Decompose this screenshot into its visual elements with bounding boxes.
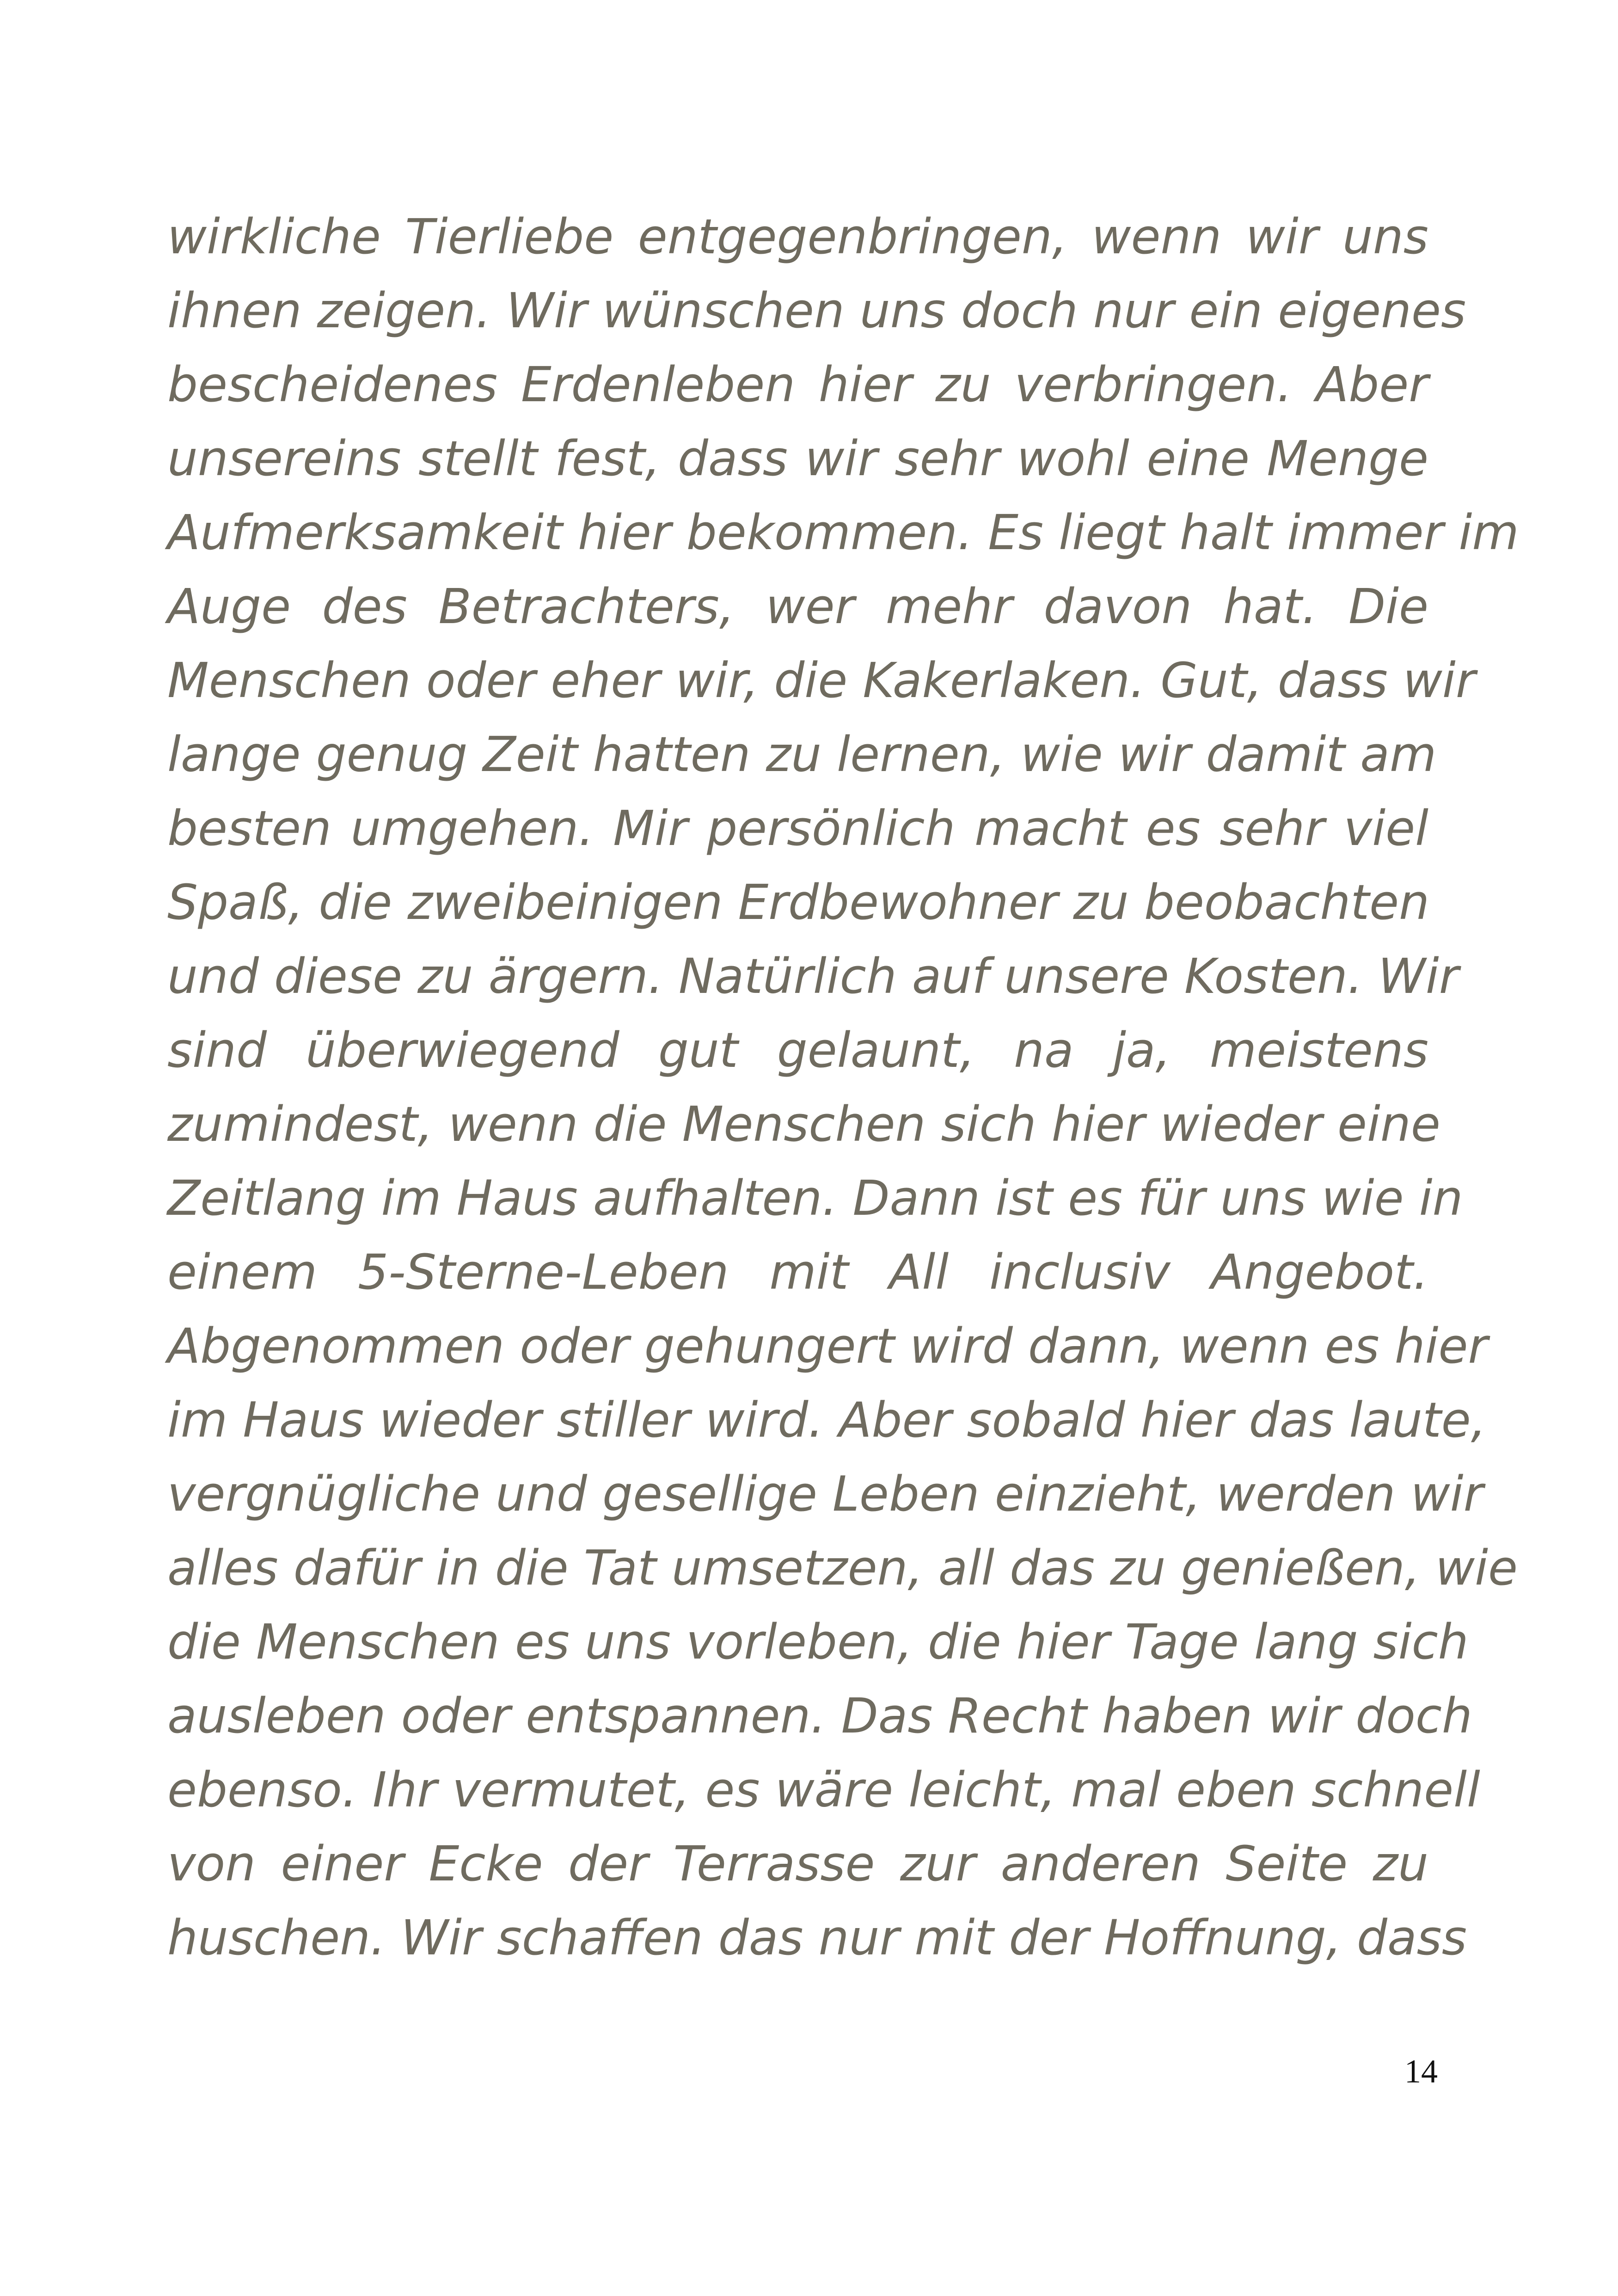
text-line: huschen. Wir schaffen das nur mit der Hoffnung, dass [167, 1910, 1467, 1966]
text-line: Zeitlang im Haus aufhalten. Dann ist es für uns wie in [167, 1170, 1463, 1226]
text-line: zumindest, wenn die Menschen sich hier wieder eine [167, 1096, 1440, 1152]
text-line: besten umgehen. Mir persönlich macht es sehr viel [167, 800, 1428, 857]
text-line: sind überwiegend gut gelaunt, na ja, meistens [167, 1022, 1428, 1078]
text-line: Auge des Betrachters, wer mehr davon hat. Die [167, 578, 1428, 635]
body-text [167, 200, 1519, 1975]
text-line: ausleben oder entspannen. Das Recht haben wir doch [167, 1688, 1472, 1744]
text-line: und diese zu ärgern. Natürlich auf unsere Kosten. Wir [167, 948, 1459, 1004]
text-line: vergnügliche und gesellige Leben einzieht, werden wir [167, 1466, 1483, 1522]
text-line: unsereins stellt fest, dass wir sehr wohl eine Menge [167, 430, 1428, 487]
text-line: ebenso. Ihr vermutet, es wäre leicht, mal eben schnell [167, 1762, 1480, 1818]
text-line: ihnen zeigen. Wir wünschen uns doch nur ein eigenes [167, 282, 1466, 339]
text-line: Menschen oder eher wir, die Kakerlaken. Gut, dass wir [167, 652, 1476, 709]
text-line: Spaß, die zweibeinigen Erdbewohner zu beobachten [167, 874, 1430, 931]
text-line: von einer Ecke der Terrasse zur anderen Seite zu [167, 1836, 1428, 1892]
text-line: im Haus wieder stiller wird. Aber sobald hier das laute, [167, 1392, 1486, 1448]
text-line: Abgenommen oder gehungert wird dann, wenn es hier [167, 1318, 1488, 1374]
text-line: wirkliche Tierliebe entgegenbringen, wenn wir uns [167, 208, 1428, 265]
text-line: Aufmerksamkeit hier bekommen. Es liegt halt immer im [167, 504, 1519, 561]
text-line: bescheidenes Erdenleben hier zu verbringen. Aber [167, 356, 1428, 413]
text-line: alles dafür in die Tat umsetzen, all das zu genießen, wie [167, 1540, 1518, 1596]
page-number: 14 [1404, 2053, 1438, 2090]
text-line: einem 5-Sterne-Leben mit All inclusiv Angebot. [167, 1244, 1428, 1300]
text-line: lange genug Zeit hatten zu lernen, wie wir damit am [167, 726, 1437, 783]
text-line: die Menschen es uns vorleben, die hier Tage lang sich [167, 1614, 1469, 1670]
